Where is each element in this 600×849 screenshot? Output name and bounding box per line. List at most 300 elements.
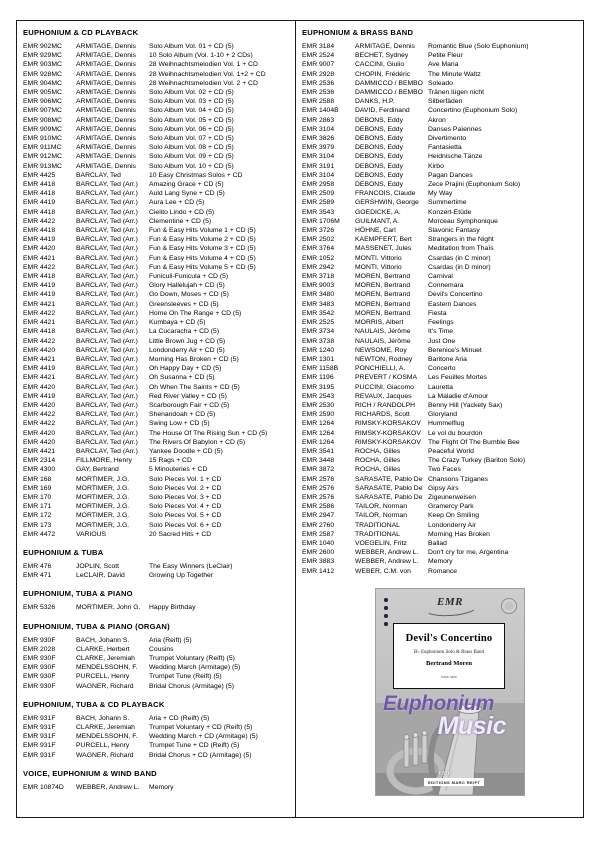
item-title: Petite Fleur	[428, 52, 463, 60]
catalog-row	[23, 189, 289, 198]
item-title: Divertimento	[428, 135, 467, 143]
item-code: EMR 4418	[23, 181, 56, 189]
item-composer: MOREN, Bertrand	[355, 273, 411, 281]
item-title: La Maladie d'Amour	[428, 392, 489, 400]
item-code: EMR 3195	[302, 383, 335, 391]
item-composer: BARCLAY, Ted (Arr.)	[76, 447, 138, 455]
catalog-row	[23, 672, 289, 681]
item-code: EMR 4425	[23, 171, 56, 179]
item-composer: BARCLAY, Ted (Arr.)	[76, 319, 138, 327]
item-code: EMR 909MC	[23, 125, 62, 133]
item-title: Silberfäden	[428, 98, 463, 106]
catalog-row	[23, 300, 289, 309]
item-title: Trumpet Voluntary + CD (Reift) (5)	[149, 724, 253, 731]
item-composer: PURCELL, Henry	[76, 673, 130, 681]
item-composer: MOREN, Bertrand	[355, 291, 411, 299]
item-title: It's Time	[428, 328, 454, 336]
item-title: The Flight Of The Bumble Bee	[428, 438, 520, 446]
item-title: Solo Pieces Vol. 2 + CD	[149, 484, 222, 492]
catalog-row	[23, 636, 289, 645]
item-code: EMR 2760	[302, 521, 335, 529]
item-title: Cousins	[149, 645, 174, 653]
catalog-row	[302, 355, 577, 364]
item-composer: DEBONS, Eddy	[355, 116, 403, 124]
item-title: Home On The Range + CD (5)	[149, 309, 242, 317]
catalog-row	[302, 79, 577, 88]
item-title: Tränen lügen nicht	[428, 89, 485, 97]
catalog-row	[302, 475, 577, 484]
item-code: EMR 4419	[23, 291, 56, 299]
catalog-row	[302, 309, 577, 318]
item-composer: CLARKE, Jeremiah	[76, 654, 135, 662]
item-title: Solo Album Vol. 04 + CD (5)	[149, 107, 234, 115]
item-code: EMR 4422	[23, 337, 56, 345]
item-title: Romantic Blue (Solo Euphonium)	[428, 43, 529, 50]
item-code: EMR 4421	[23, 300, 56, 308]
item-title: Ballad	[428, 539, 447, 547]
item-title: Devil's Concertino	[428, 291, 483, 299]
catalog-row	[23, 272, 289, 281]
item-title: Solo Pieces Vol. 4 + CD	[149, 503, 222, 511]
item-code: EMR 2942	[302, 263, 335, 271]
item-title: Wedding March + CD (Armitage) (5)	[149, 733, 258, 741]
catalog-row	[302, 511, 577, 520]
item-title: Solo Album Vol. 09 + CD (5)	[149, 153, 234, 161]
item-code: EMR 1301	[302, 355, 335, 363]
section-header: VOICE, EUPHONIUM & WIND BAND	[23, 768, 157, 778]
item-title: Solo Album Vol. 07 + CD (5)	[149, 135, 234, 143]
publisher-name: EDITIONS MARC REIFT	[424, 778, 484, 786]
item-code: EMR 169	[23, 484, 52, 492]
item-composer: MORTIMER, J.G.	[76, 503, 130, 511]
catalog-row	[302, 364, 577, 373]
catalog-row	[302, 134, 577, 143]
catalog-row	[302, 70, 577, 79]
item-title: Solo Pieces Vol. 5 + CD	[149, 512, 222, 520]
item-code: EMR 2600	[302, 549, 335, 557]
item-code: EMR 4420	[23, 401, 56, 409]
item-code: EMR 2576	[302, 484, 335, 492]
section-header: EUPHONIUM & CD PLAYBACK	[23, 28, 139, 37]
item-title: Londonderry Air	[428, 521, 476, 529]
item-code: EMR 3480	[302, 291, 335, 299]
item-code: EMR 3738	[302, 337, 335, 345]
catalog-row	[23, 254, 289, 263]
item-composer: BARCLAY, Ted (Arr.)	[76, 365, 138, 373]
item-composer: BARCLAY, Ted (Arr.)	[76, 392, 138, 400]
item-composer: MENDELSSOHN, F.	[76, 733, 138, 741]
publisher-emr-logo: EMR	[438, 771, 452, 777]
item-title: Concertino (Euphonium Solo)	[428, 107, 518, 115]
item-composer: ARMITAGE, Dennis	[76, 116, 136, 124]
item-title: Akron	[428, 116, 446, 124]
item-code: EMR 3883	[302, 558, 335, 566]
item-composer: DEBONS, Eddy	[355, 171, 403, 179]
item-code: EMR 4420	[23, 438, 56, 446]
catalog-row	[302, 143, 577, 152]
catalog-row	[302, 97, 577, 106]
item-composer: ARMITAGE, Dennis	[76, 52, 136, 60]
item-title: Chansons Tziganes	[428, 475, 488, 483]
item-composer: ARMITAGE, Dennis	[76, 135, 136, 143]
item-composer: ARMITAGE, Dennis	[76, 79, 136, 87]
item-composer: FILLMORE, Henry	[76, 457, 132, 465]
item-title: Lauretta	[428, 383, 453, 391]
item-composer: RICHARDS, Scott	[355, 411, 410, 419]
item-code: EMR 2524	[302, 52, 335, 60]
item-title: Morning Has Broken	[428, 530, 490, 538]
item-code: EMR 930F	[23, 682, 56, 690]
catalog-row	[302, 419, 577, 428]
item-composer: DEBONS, Eddy	[355, 125, 403, 133]
item-composer: BARCLAY, Ted (Arr.)	[76, 291, 138, 299]
item-code: EMR 4418	[23, 208, 56, 216]
catalog-row	[302, 410, 577, 419]
catalog-row	[23, 226, 289, 235]
item-title: Fantasietta	[428, 144, 462, 152]
catalog-row	[302, 456, 577, 465]
item-composer: ROCHA, Gilles	[355, 457, 401, 465]
item-title: 10 Easy Christmas Solos + CD	[149, 171, 243, 179]
item-composer: DEBONS, Eddy	[355, 144, 403, 152]
item-title: Eastern Dances	[428, 300, 477, 308]
item-code: EMR 2576	[302, 493, 335, 501]
item-composer: BARCLAY, Ted (Arr.)	[76, 429, 138, 437]
item-composer: TAILOR, Norman	[355, 512, 407, 520]
item-code: EMR 4422	[23, 263, 56, 271]
item-title: Meditation from Thaïs	[428, 245, 494, 253]
catalog-row	[302, 281, 577, 290]
item-title: Scarborough Fair + CD (5)	[149, 401, 230, 409]
catalog-row	[302, 125, 577, 134]
catalog-row	[23, 383, 289, 392]
catalog-row	[302, 530, 577, 539]
catalog-row	[23, 429, 289, 438]
item-composer: DANKS, H.P.	[355, 98, 395, 106]
catalog-row	[302, 189, 577, 198]
series-word-euphonium: Euphonium	[383, 692, 494, 715]
item-title: Feelings	[428, 319, 454, 327]
catalog-row	[302, 392, 577, 401]
cover-title: Devil's Concertino	[405, 633, 493, 644]
item-title: Kumbaya + CD (5)	[149, 319, 206, 327]
catalog-row	[23, 143, 289, 152]
item-title: The Minute Waltz	[428, 70, 481, 78]
item-title: Clementine + CD (5)	[149, 217, 212, 225]
item-composer: BARCLAY, Ted (Arr.)	[76, 263, 138, 271]
item-title: Aria (Reift) (5)	[149, 636, 192, 644]
item-title: Greensleeves + CD (5)	[149, 300, 219, 308]
item-title: Le vol du bourdon	[428, 429, 483, 437]
item-composer: BARCLAY, Ted (Arr.)	[76, 355, 138, 363]
item-code: EMR 4420	[23, 429, 56, 437]
catalog-row	[23, 447, 289, 456]
catalog-row	[302, 272, 577, 281]
item-title: Zigeunerweisen	[428, 493, 476, 501]
item-code: EMR 930F	[23, 654, 56, 662]
catalog-row	[23, 364, 289, 373]
item-code: EMR 4418	[23, 190, 56, 198]
catalog-row	[23, 475, 289, 484]
item-title: Les Feuilles Mortes	[428, 374, 487, 382]
item-code: EMR 2525	[302, 319, 335, 327]
stamp-seal-icon	[501, 598, 517, 614]
catalog-row	[23, 484, 289, 493]
item-code: EMR 471	[23, 572, 52, 580]
item-title: Fun & Easy Hits Volume 5 + CD (5)	[149, 263, 256, 271]
item-code: EMR 4472	[23, 530, 56, 538]
item-composer: BARCLAY, Ted (Arr.)	[76, 245, 138, 253]
item-code: EMR 4421	[23, 355, 56, 363]
catalog-row	[23, 116, 289, 125]
item-composer: RIMSKY-KORSAKOV	[355, 429, 421, 437]
item-title: Solo Album Vol. 02 + CD (5)	[149, 89, 234, 97]
catalog-row	[23, 654, 289, 663]
catalog-row	[23, 162, 289, 171]
item-code: EMR 931F	[23, 714, 56, 722]
item-composer: BARCLAY, Ted (Arr.)	[76, 199, 138, 207]
catalog-row	[302, 383, 577, 392]
catalog-row	[23, 410, 289, 419]
catalog-row	[302, 539, 577, 548]
item-code: EMR 3826	[302, 135, 335, 143]
item-code: EMR 1040	[302, 539, 335, 547]
item-composer: BACH, Johann S.	[76, 636, 130, 644]
item-code: EMR 4422	[23, 217, 56, 225]
emr-logo-text: EMR	[437, 596, 463, 608]
catalog-row	[302, 346, 577, 355]
left-catalog-list	[23, 28, 289, 792]
item-composer: PONCHIELLI, A.	[355, 365, 406, 373]
left-column	[16, 20, 296, 818]
item-title: Trumpet Tune + CD (Reift) (5)	[149, 742, 240, 750]
item-code: EMR 2587	[302, 530, 335, 538]
item-title: Ave Maria	[428, 61, 459, 69]
item-composer: NAULAIS, Jérôme	[355, 328, 411, 336]
item-composer: CACCINI, Giulio	[355, 61, 405, 69]
item-title: Fun & Easy Hits Volume 2 + CD (5)	[149, 236, 256, 244]
item-title: 10 Solo Album (Vol. 1-10 + 2 CDs)	[149, 52, 253, 60]
catalog-row	[302, 235, 577, 244]
catalog-row	[23, 438, 289, 447]
item-code: EMR 2314	[23, 457, 56, 465]
item-title: Konzert-Etüde	[428, 208, 472, 216]
catalog-row	[23, 346, 289, 355]
item-composer: ARMITAGE, Dennis	[76, 107, 136, 115]
catalog-row	[23, 327, 289, 336]
item-code: EMR 1706M	[302, 217, 340, 225]
item-title: Keep On Smiling	[428, 512, 480, 520]
item-title: Gloryland	[428, 411, 458, 419]
item-title: Bridal Chorus + CD (Armitage) (5)	[149, 751, 252, 759]
item-title: Solo Album Vol. 03 + CD (5)	[149, 98, 234, 106]
catalog-row	[302, 521, 577, 530]
item-code: EMR 3979	[302, 144, 335, 152]
item-title: The Crazy Turkey (Bariton Solo)	[428, 457, 526, 465]
catalog-row	[23, 355, 289, 364]
item-composer: MORTIMER, J.G.	[76, 493, 130, 501]
item-composer: BARCLAY, Ted	[76, 171, 121, 179]
item-composer: JOPLIN, Scott	[76, 562, 120, 570]
item-composer: NAULAIS, Jérôme	[355, 337, 411, 345]
item-composer: BARCLAY, Ted (Arr.)	[76, 236, 138, 244]
catalog-row	[302, 171, 577, 180]
item-composer: DEBONS, Eddy	[355, 162, 403, 170]
catalog-row	[302, 548, 577, 557]
catalog-row	[23, 723, 289, 732]
item-title: Berenice's Minuet	[428, 346, 482, 354]
item-title: Csardas (in C minor)	[428, 254, 491, 262]
item-title: Concerto	[428, 365, 456, 373]
item-code: EMR 2928	[302, 70, 335, 78]
item-composer: CLARKE, Jeremiah	[76, 724, 135, 731]
right-catalog-list	[302, 28, 577, 576]
catalog-row	[302, 208, 577, 217]
item-composer: ARMITAGE, Dennis	[76, 144, 136, 152]
item-title: Slavonic Fantasy	[428, 227, 480, 235]
catalog-row	[302, 60, 577, 69]
item-title: Gramercy Park	[428, 503, 474, 511]
catalog-row	[23, 663, 289, 672]
item-code: EMR 3541	[302, 447, 335, 455]
item-title: Solo Album Vol. 05 + CD (5)	[149, 116, 234, 124]
cover-code: EMR 3480	[441, 675, 457, 679]
section-header: EUPHONIUM & BRASS BAND	[302, 28, 414, 37]
item-title: Baritone Aria	[428, 355, 467, 363]
catalog-row	[23, 208, 289, 217]
item-composer: KAEMPFERT, Bert	[355, 236, 412, 244]
catalog-row	[23, 401, 289, 410]
catalog-row	[302, 429, 577, 438]
item-code: EMR 3543	[302, 208, 335, 216]
item-composer: TRADITIONAL	[355, 530, 400, 538]
item-composer: BARCLAY, Ted (Arr.)	[76, 208, 138, 216]
item-composer: GUILMANT, A.	[355, 217, 400, 225]
catalog-row	[23, 42, 289, 51]
item-title: 20 Sacred Hits + CD	[149, 530, 212, 538]
item-code: EMR 4419	[23, 282, 56, 290]
catalog-row	[23, 290, 289, 299]
item-title: Morning Has Broken + CD (5)	[149, 355, 239, 363]
item-title: Connemara	[428, 282, 464, 290]
item-title: Fiesta	[428, 309, 447, 317]
item-composer: GOEDICKE, A.	[355, 208, 401, 216]
catalog-row	[302, 254, 577, 263]
item-composer: TAILOR, Norman	[355, 503, 407, 511]
catalog-row	[23, 562, 289, 571]
item-composer: SARASATE, Pablo De	[355, 484, 423, 492]
item-composer: MORRIS, Albert	[355, 319, 404, 327]
item-composer: DAVID, Ferdinand	[355, 107, 410, 115]
item-code: EMR 4421	[23, 319, 56, 327]
item-composer: WEBBER, Andrew L.	[355, 558, 419, 566]
item-composer: RIMSKY-KORSAKOV	[355, 420, 421, 428]
catalog-row	[23, 392, 289, 401]
item-composer: ARMITAGE, Dennis	[76, 153, 136, 161]
catalog-row	[302, 327, 577, 336]
catalog-row	[23, 530, 289, 539]
catalog-row	[302, 502, 577, 511]
item-code: EMR 910MC	[23, 135, 62, 143]
catalog-row	[23, 465, 289, 474]
item-title: Aura Lee + CD (5)	[149, 199, 205, 207]
catalog-row	[23, 318, 289, 327]
item-composer: BARCLAY, Ted (Arr.)	[76, 300, 138, 308]
catalog-row	[302, 263, 577, 272]
item-code: EMR 931F	[23, 733, 56, 741]
item-title: Memory	[428, 558, 453, 566]
catalog-page	[16, 20, 584, 818]
item-code: EMR 1264	[302, 420, 335, 428]
item-title: Just One	[428, 337, 456, 345]
item-composer: VOEGELIN, Fritz	[355, 539, 407, 547]
item-code: EMR 4421	[23, 374, 56, 382]
catalog-row	[302, 42, 577, 51]
item-code: EMR 4418	[23, 227, 56, 235]
item-composer: DEBONS, Eddy	[355, 135, 403, 143]
catalog-row	[302, 438, 577, 447]
item-composer: ARMITAGE, Dennis	[76, 162, 136, 170]
item-composer: REVAUX, Jacques	[355, 392, 412, 400]
item-composer: MORTIMER, J.G.	[76, 484, 130, 492]
item-title: Don't cry for me, Argentina	[428, 549, 509, 557]
item-code: EMR 928MC	[23, 70, 62, 78]
item-code: EMR 4300	[23, 466, 56, 474]
item-composer: CLARKE, Herbert	[76, 645, 130, 653]
item-composer: BARCLAY, Ted (Arr.)	[76, 328, 138, 336]
item-code: EMR 4421	[23, 254, 56, 262]
catalog-row	[23, 281, 289, 290]
item-title: Londonderry Air + CD (5)	[149, 346, 225, 354]
catalog-row	[302, 152, 577, 161]
item-title: Danses Païennes	[428, 125, 482, 133]
item-title: Funiculi-Funicula + CD (5)	[149, 273, 229, 281]
catalog-row	[302, 484, 577, 493]
item-code: EMR 1404B	[302, 107, 339, 115]
item-title: Zece Prajini (Euphonium Solo)	[428, 181, 521, 189]
catalog-row	[23, 125, 289, 134]
item-title: Solo Album Vol. 10 + CD (5)	[149, 162, 234, 170]
item-title: Benny Hill (Yackety Sax)	[428, 401, 503, 409]
catalog-row	[23, 456, 289, 465]
catalog-row	[302, 318, 577, 327]
item-title: Fun & Easy Hits Volume 4 + CD (5)	[149, 254, 256, 262]
catalog-row	[23, 493, 289, 502]
catalog-row	[23, 217, 289, 226]
item-code: EMR 2543	[302, 392, 335, 400]
cover-title-panel	[393, 623, 505, 689]
item-composer: GERSHWIN, George	[355, 199, 419, 207]
item-composer: WAGNER, Richard	[76, 682, 134, 690]
item-code: EMR 912MC	[23, 153, 62, 161]
item-code: EMR 2502	[302, 236, 335, 244]
section-header: EUPHONIUM, TUBA & PIANO (ORGAN)	[23, 621, 170, 631]
item-code: EMR 10874D	[23, 783, 64, 791]
item-composer: ARMITAGE, Dennis	[76, 70, 136, 78]
catalog-row	[302, 567, 577, 576]
item-composer: BARCLAY, Ted (Arr.)	[76, 190, 138, 198]
catalog-row	[23, 60, 289, 69]
item-code: EMR 913MC	[23, 162, 62, 170]
item-code: EMR 2509	[302, 190, 335, 198]
catalog-row	[23, 152, 289, 161]
catalog-row	[23, 571, 289, 580]
item-code: EMR 3483	[302, 300, 335, 308]
item-composer: BECHET, Sydney	[355, 52, 409, 60]
item-title: 28 Weihnachtsmelodien Vol. 1 + CD	[149, 61, 258, 69]
item-title: Trumpet Tune (Reift) (5)	[149, 673, 222, 681]
catalog-row	[302, 300, 577, 309]
